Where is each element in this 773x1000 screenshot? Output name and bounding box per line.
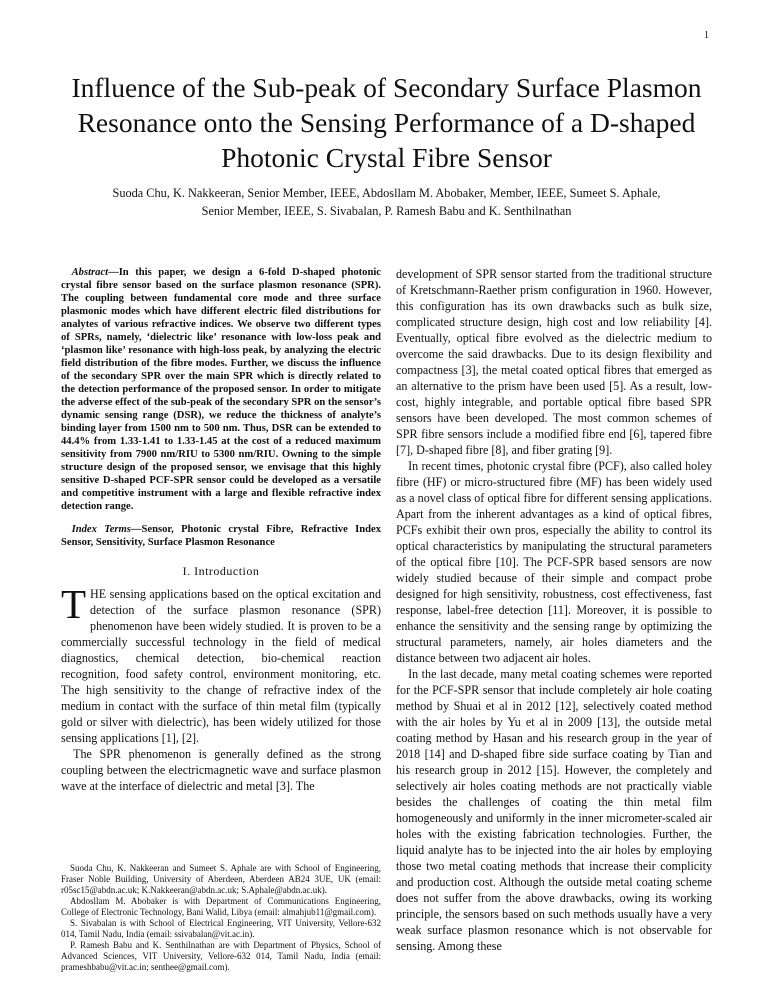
left-column bbox=[61, 266, 381, 794]
page-number: 1 bbox=[704, 30, 709, 41]
abstract-label: Abstract bbox=[71, 267, 109, 278]
index-terms-text: —Sensor, Photonic crystal Fibre, Refractive Index Sensor, Sensitivity, Surface Plasmon Resonance bbox=[61, 524, 381, 548]
author-list bbox=[60, 184, 713, 220]
footnote-affiliation-4: P. Ramesh Babu and K. Senthilnathan are with Department of Physics, School of Advanced Sciences, VIT University, Vellore-632 014, Tamil Nadu, India (email: prameshbabu@vit.ac.in; senthee@gmail.com). bbox=[61, 940, 381, 972]
section-heading-introduction: I. Introduction bbox=[182, 564, 260, 578]
author-line-1: Suoda Chu, K. Nakkeeran, Senior Member, IEEE, Abdosllam M. Abobaker, Member, IEEE, Sumeet S. Aphale, bbox=[112, 186, 661, 200]
footnotes bbox=[61, 862, 381, 973]
footnote-affiliation-3: S. Sivabalan is with School of Electrical Engineering, VIT University, Vellore-632 014, Tamil Nadu, India (email: ssivabalan@vit.ac.in). bbox=[61, 918, 381, 939]
abstract bbox=[61, 266, 381, 513]
footnote-affiliation-1: Suoda Chu, K. Nakkeeran and Sumeet S. Aphale are with School of Engineering, Fraser Noble Building, University of Aberdeen, Aberdeen AB24 3UE, UK (email: r05sc15@abdn.ac.uk; K.Nakkeeran@abdn.ac.uk; S.Aphale@abdn.ac.uk). bbox=[61, 863, 381, 895]
footnote-affiliation-2: Abdosllam M. Abobaker is with Department of Communications Engineering, College of Electronic Technology, Bani Walid, Libya (email: almahjub11@gmail.com). bbox=[61, 896, 381, 917]
index-terms-label: Index Terms bbox=[71, 524, 131, 535]
intro-paragraph-2: The SPR phenomenon is generally defined as the strong coupling between the electricmagnetic wave and surface plasmon wave at the interface of dielectric and metal [3]. The bbox=[61, 747, 381, 793]
intro-paragraph-1 bbox=[61, 581, 381, 746]
drop-cap: T bbox=[61, 581, 87, 627]
intro-paragraph-1-text: HE sensing applications based on the optical excitation and detection of the surface plasmon resonance (SPR) phenomenon have been widely studied. It is proven to be a commercially successful technology in the field of medical diagnostics, chemical detection, bio-chemical reaction recognition, food safety control, environment monitoring, etc. The high sensitivity to the change of refractive index of the medium in contact with the surface of thin metal film (typically gold or silver with dielectric), has been widely utilized for those sensing applications [1], [2]. bbox=[61, 587, 381, 745]
paper-title: Influence of the Sub-peak of Secondary Surface Plasmon Resonance onto the Sensing Performance of a D-shaped Photonic Crystal Fibre Sensor bbox=[71, 72, 702, 173]
right-paragraph-1: development of SPR sensor started from the traditional structure of Kretschmann-Raether prism configuration in 1960. However, this configuration has its own drawbacks such as bulk size, complicated structure design, high cost and low reliability [4]. Eventually, optical fibre evolved as the dielectric medium to overcome the said drawbacks. Due to its design flexibility and compactness [3], the metal coated optical fibres that emerged as an alternative to the prism have been used [5]. As a result, low-cost, highly integrable, and portable optical fibre based SPR sensors have been developed. The most common schemes of SPR fibre sensors include a modified fibre end [6], tapered fibre [7], D-shaped fibre [8], and fiber grating [9]. bbox=[396, 267, 712, 457]
author-line-2: Senior Member, IEEE, S. Sivabalan, P. Ramesh Babu and K. Senthilnathan bbox=[201, 204, 572, 218]
right-column bbox=[396, 266, 712, 954]
index-terms bbox=[61, 523, 381, 549]
right-paragraph-3: In the last decade, many metal coating schemes were reported for the PCF-SPR sensor that include completely air hole coating method by Shuai et al in 2012 [12], selectively coated method with the air holes by Yu et al in 2009 [13], the outside metal coating method by Hasan and his research group in the year of 2018 [14] and D-shaped fibre side surface coating by Tian and his research group in 2012 [15]. However, the completely and selectively air holes coating methods are not practically viable besides the challenges of coating the thin metal film homogeneously and uniformly in the inner micrometer-scaled air holes with the existing fabrication technologies. Further, the liquid analyte has to be injected into the air holes by employing those two metal coating methods that increase their complicity and production cost. Although the outside metal coating scheme does not suffer from the above drawbacks, owing its working principle, the sensors based on such methods usually have a very weak surface plasmon resonance which is not observable for sensing. Among these bbox=[396, 667, 712, 953]
abstract-text: —In this paper, we design a 6-fold D-shaped photonic crystal fibre sensor based on the surface plasmon resonance (SPR). The coupling between fundamental core mode and three surface plasmonic modes which have different electric filed distributions for analytes of various refractive indices. We observe two different types of SPRs, namely, ‘dielectric like’ resonance with low-loss peak and ‘plasmon like’ resonance with high-loss peak, by analyzing the electric field distribution of the fibre modes. Further, we discuss the influence of the secondary SPR over the main SPR which is directly related to the detection performance of the proposed sensor. In order to mitigate the adverse effect of the sub-peak of the secondary SPR on the sensor’s dynamic sensing range (DSR), we reduce the thickness of analyte’s binding layer from 1500 nm to 500 nm. Thus, DSR can be extended to 44.4% from 1.33-1.41 to 1.33-1.45 at the cost of a reduced maximum sensitivity from 7900 nm/RIU to 5300 nm/RIU. Owning to the simple structure design of the proposed sensor, we envisage that this highly sensitive D-shaped PCF-SPR sensor could be developed as a versatile and competitive instrument with a large and flexible refractive index detection range. bbox=[61, 267, 381, 512]
right-paragraph-2: In recent times, photonic crystal fibre (PCF), also called holey fibre (HF) or micro-structured fibre (MF) has been widely used as a novel class of optical fibre for different sensing applications. Apart from the inherent advantages as a kind of optical fibres, PCFs exhibit their own pros, especially the ability to control its optical characteristics by manipulating the structural parameters of the optical fibre [10]. The PCF-SPR based sensors are now widely studied because of their simple and compact probe designed for high sensitivity, robustness, cost effectiveness, fast response, label-free detection [11]. Moreover, it is possible to enhance the sensitivity and the sensing range by optimizing the structural parameters, namely, air holes diameters and the distance between two adjacent air holes. bbox=[396, 459, 712, 665]
